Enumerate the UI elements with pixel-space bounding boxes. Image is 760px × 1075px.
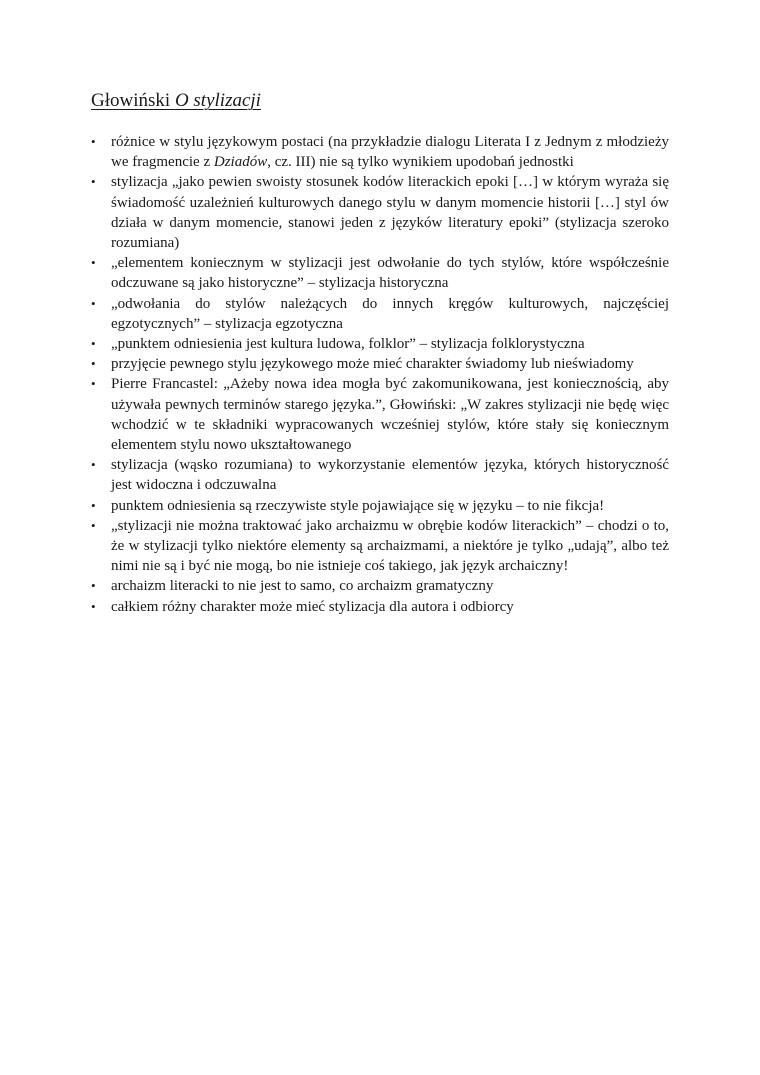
document-title [91,90,261,112]
list-item-text: „punktem odniesienia jest kultura ludowa, folklor” – stylizacja folklorystyczna [111,336,585,353]
list-item-text: stylizacja (wąsko rozumiana) to wykorzystanie elementów języka, których historyczność jest widoczna i odczuwalna [111,457,669,494]
list-item [91,172,669,253]
list-item [91,496,669,516]
bullet-icon: • [91,376,96,392]
list-item-text: „odwołania do stylów należących do innych kręgów kulturowych, najczęściej egzotycznych” – stylizacja egzotyczna [111,295,669,332]
bullet-icon: • [91,497,96,513]
list-item [91,253,669,293]
list-item-text: archaizm literacki to nie jest to samo, co archaizm gramatyczny [111,578,494,595]
bullet-icon: • [91,295,96,311]
list-item-text: „stylizacji nie można traktować jako archaizmu w obrębie kodów literackich” – chodzi o to, że w stylizacji tylko niektóre elementy są archaizmami, a niektóre je tylko „udają”, albo też nimi nie są i być nie mogą, bo nie istnieje coś takiego, jak język archaiczny! [111,517,669,575]
bullet-icon: • [91,336,96,352]
bullet-icon: • [91,578,96,594]
bullet-icon: • [91,517,96,533]
list-item [91,294,669,334]
list-item [91,455,669,495]
work-title-italic: Dziadów [213,154,268,171]
list-item [91,132,669,172]
bullet-icon: • [91,457,96,473]
list-item [91,374,669,455]
bullet-icon: • [91,255,96,271]
notes-list [91,132,669,617]
bullet-icon: • [91,134,96,149]
title-work: O stylizacji [174,90,261,111]
list-item [91,597,669,617]
bullet-icon: • [91,174,96,190]
list-item-text: przyjęcie pewnego stylu językowego może mieć charakter świadomy lub nieświadomy [111,356,634,373]
list-item-text: całkiem różny charakter może mieć stylizacja dla autora i odbiorcy [111,598,514,615]
list-item [91,516,669,577]
list-item-text: stylizacja „jako pewien swoisty stosunek kodów literackich epoki […] w którym wyraża się świadomość uzależnień kulturowych danego stylu w danym momencie historii […] styl ów działa w danym momencie, stanowi jeden z języków literatury epoki” (stylizacja szeroko rozumiana) [111,174,669,252]
title-author: Głowiński [91,90,171,111]
list-item [91,576,669,596]
list-item [91,354,669,374]
list-item [91,334,669,354]
bullet-icon: • [91,356,96,372]
list-item-text: Pierre Francastel: „Ażeby nowa idea mogła być zakomunikowana, jest koniecznością, aby używała pewnych terminów starego języka.”, Głowiński: „W zakres stylizacji nie będę więc wchodzić w te składniki wypracowanych wcześniej stylów, które stały się koniecznym elementem stylu nowo ukształtowanego [111,376,669,454]
list-item-text: różnice w stylu językowym postaci (na przykładzie dialogu Literata I z Jednym z młodzieży we fragmencie z Dziadów, cz. III) nie są tylko wynikiem upodobań jednostki [111,134,669,171]
bullet-icon: • [91,598,96,614]
list-item-text: punktem odniesienia są rzeczywiste style pojawiające się w języku – to nie fikcja! [111,497,605,514]
list-item-text: „elementem koniecznym w stylizacji jest odwołanie do tych stylów, które współcześnie odczuwane są jako historyczne” – stylizacja historyczna [111,255,669,292]
